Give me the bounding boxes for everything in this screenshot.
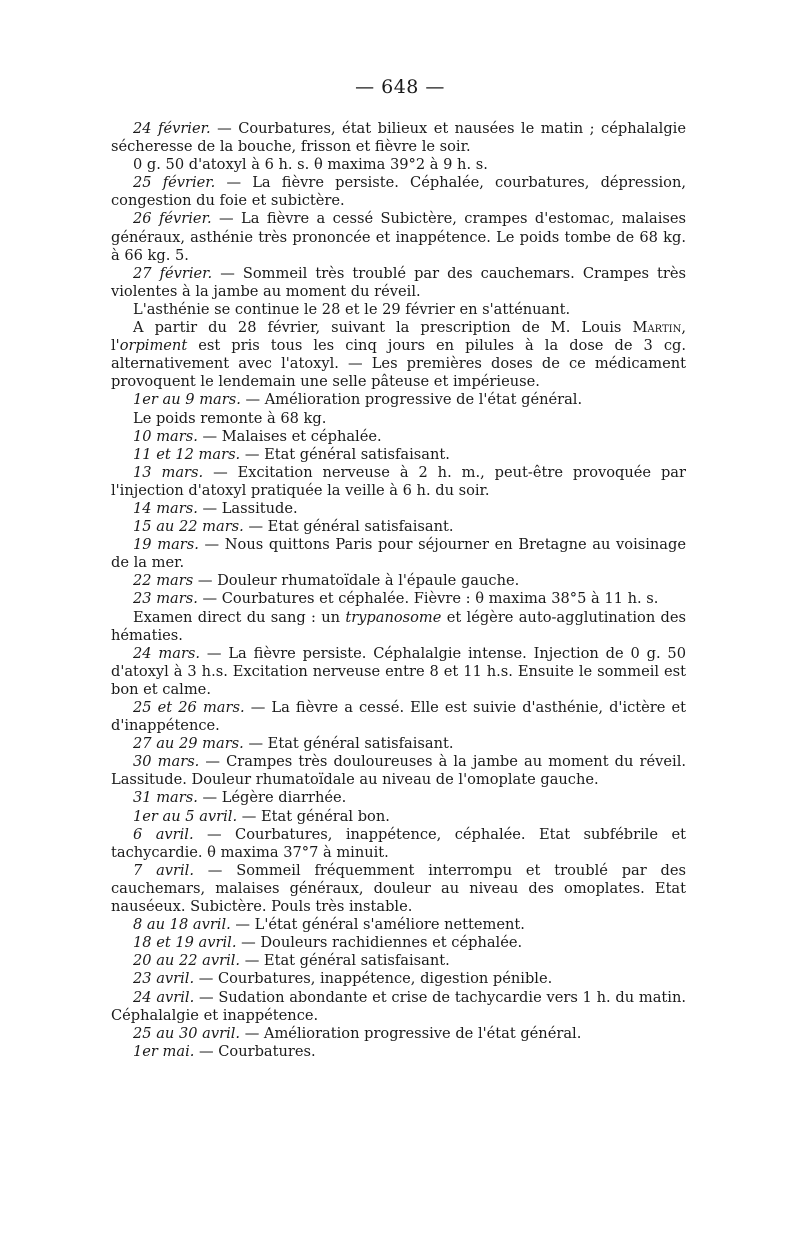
entry-27-29-mars (111, 735, 686, 753)
entry-22-mars (111, 572, 686, 590)
entry-text: — Sommeil très troublé par des cauchemars. Crampes très violentes à la jambe au moment du réveil. (111, 264, 686, 300)
entry-text: — Courbatures et céphalée. Fièvre : θ maxima 38°5 à 11 h. s. (197, 590, 659, 608)
entry-text: — Etat général satisfaisant. (240, 952, 450, 970)
entry-date: 24 mars. (133, 644, 201, 662)
entry-text: est pris tous les cinq jours en pilules à la dose de 3 cg. alternativement avec l'atoxyl. — Les premières doses de ce médicament provoquent le lendemain une selle pâteuse et impérieuse. (111, 337, 686, 391)
entry-atoxyl-dose (111, 156, 686, 174)
entry-date: 24 février. (133, 120, 211, 137)
entry-text: — Sudation abondante et crise de tachycardie vers 1 h. du matin. Céphalalgie et inappétence. (111, 988, 686, 1024)
entry-orpiment (111, 319, 686, 391)
entry-text: — Courbatures, inappétence, céphalée. Etat subfébrile et tachycardie. θ maxima 37°7 à minuit. (111, 825, 686, 861)
entry-text: — Courbatures, état bilieux et nausées le matin ; céphalalgie sécheresse de la bouche, frisson et fièvre le soir. (111, 120, 686, 156)
entry-text: L'asthénie se continue le 28 et le 29 février en s'atténuant. (133, 300, 571, 318)
entry-7-avril (111, 862, 686, 916)
entry-14-mars (111, 500, 686, 518)
entry-date: 1er mai. (133, 1042, 195, 1060)
entry-text: — Amélioration progressive de l'état général. (240, 1024, 582, 1042)
entry-25-26-mars (111, 699, 686, 735)
entry-text: — Courbatures. (194, 1042, 316, 1060)
entry-date: 1er au 5 avril. (133, 807, 238, 825)
entry-text: — Lassitude. (197, 499, 298, 517)
entry-24-fevrier (111, 120, 686, 156)
entry-date: 25 et 26 mars. (133, 699, 245, 716)
entry-text: — La fièvre a cessé Subictère, crampes d'estomac, malaises généraux, asthénie très prononcée et inappétence. Le poids tombe de 68 kg. à 66 kg. 5. (111, 210, 686, 264)
entry-text: — Sommeil fréquemment interrompu et troublé par des cauchemars, malaises généraux, douleur au niveau des omoplates. Etat nauséeux. Subictère. Pouls très instable. (111, 861, 686, 916)
entry-date: 6 avril. (133, 825, 194, 843)
entry-18-19-avril (111, 934, 686, 952)
entry-23-avril (111, 970, 686, 988)
entry-date: 22 mars (133, 572, 194, 590)
entry-26-fevrier (111, 210, 686, 264)
entry-date: 25 février. (133, 174, 216, 192)
entry-date: 24 avril. (133, 988, 195, 1006)
entry-6-avril (111, 826, 686, 862)
entry-date: 14 mars. (133, 499, 198, 517)
journal-text (111, 120, 686, 1061)
entry-text: — Etat général satisfaisant. (243, 735, 454, 753)
entry-date: 19 mars. (133, 536, 199, 554)
entry-asthenie (111, 301, 686, 319)
entry-date: 25 au 30 avril. (133, 1024, 241, 1042)
entry-text: — La fièvre a cessé. Elle est suivie d'asthénie, d'ictère et d'inappétence. (111, 699, 686, 735)
entry-24-avril (111, 989, 686, 1025)
entry-date: 30 mars. (133, 753, 200, 771)
entry-date: 26 février. (133, 210, 212, 228)
entry-date: 27 février. (133, 264, 213, 282)
entry-date: 23 mars. (133, 590, 198, 608)
entry-date: 13 mars. (133, 463, 204, 481)
entry-25-30-avril (111, 1025, 686, 1043)
entry-text: — Etat général bon. (237, 807, 390, 825)
entry-text: — Malaises et céphalée. (197, 427, 382, 445)
entry-text: A partir du 28 février, suivant la prescription de M. Louis (133, 319, 633, 337)
entry-date: 8 au 18 avril. (133, 916, 231, 934)
page-number: — 648 — (355, 76, 445, 98)
person-name: Martin (632, 319, 682, 337)
entry-date: 31 mars. (133, 789, 198, 807)
entry-text: — La fièvre persiste. Céphalée, courbatures, dépression, congestion du foie et subictère. (111, 174, 686, 210)
entry-20-22-avril (111, 952, 686, 970)
entry-15-22-mars (111, 518, 686, 536)
entry-text: Le poids remonte à 68 kg. (133, 409, 327, 427)
entry-1-9-mars (111, 391, 686, 409)
entry-date: 1er au 9 mars. (133, 391, 241, 409)
entry-text: — L'état général s'améliore nettement. (230, 916, 525, 934)
entry-term: trypanosome (345, 608, 442, 626)
entry-11-12-mars (111, 446, 686, 464)
entry-date: 23 avril. (133, 970, 195, 988)
entry-13-mars (111, 464, 686, 500)
entry-date: 11 et 12 mars. (133, 445, 241, 463)
entry-date: 20 au 22 avril. (133, 952, 241, 970)
entry-text: — Douleur rhumatoïdale à l'épaule gauche. (193, 572, 520, 590)
entry-date: 18 et 19 avril. (133, 934, 237, 952)
entry-date: 7 avril. (133, 861, 194, 879)
entry-text: — Etat général satisfaisant. (240, 445, 450, 463)
entry-examen-sang (111, 609, 686, 645)
entry-text: — Douleurs rachidiennes et céphalée. (236, 934, 523, 952)
entry-1-mai (111, 1043, 686, 1061)
entry-8-18-avril (111, 916, 686, 934)
entry-text: — Courbatures, inappétence, digestion pénible. (194, 970, 553, 988)
entry-text: — Crampes très douloureuses à la jambe au moment du réveil. Lassitude. Douleur rhumatoïdale au niveau de l'omoplate gauche. (111, 753, 686, 789)
entry-25-fevrier (111, 174, 686, 210)
entry-date: 10 mars. (133, 427, 198, 445)
entry-text: , l' (111, 319, 686, 355)
entry-date: 27 au 29 mars. (133, 735, 244, 753)
entry-text: 0 g. 50 d'atoxyl à 6 h. s. θ maxima 39°2 à 9 h. s. (133, 156, 488, 174)
entry-text: et légère auto-agglutination des hématies. (111, 608, 686, 644)
entry-poids (111, 410, 686, 428)
entry-text: — Etat général satisfaisant. (243, 518, 454, 536)
entry-24-mars (111, 645, 686, 699)
entry-text: — Excitation nerveuse à 2 h. m., peut-être provoquée par l'injection d'atoxyl pratiquée la veille à 6 h. du soir. (111, 463, 686, 499)
entry-1-5-avril (111, 808, 686, 826)
entry-30-mars (111, 753, 686, 789)
entry-31-mars (111, 789, 686, 807)
entry-10-mars (111, 428, 686, 446)
entry-23-mars (111, 590, 686, 608)
entry-text: — Légère diarrhée. (197, 789, 347, 807)
entry-text: — Nous quittons Paris pour séjourner en Bretagne au voisinage de la mer. (111, 536, 686, 572)
entry-text: Examen direct du sang : un (133, 608, 346, 626)
entry-text: — Amélioration progressive de l'état général. (240, 391, 583, 409)
entry-19-mars (111, 536, 686, 572)
entry-term: orpiment (119, 337, 188, 355)
entry-text: — La fièvre persiste. Céphalalgie intense. Injection de 0 g. 50 d'atoxyl à 3 h.s. Excitation nerveuse entre 8 et 11 h.s. Ensuite le sommeil est bon et calme. (111, 644, 686, 698)
entry-date: 15 au 22 mars. (133, 518, 244, 536)
entry-27-fevrier (111, 265, 686, 301)
